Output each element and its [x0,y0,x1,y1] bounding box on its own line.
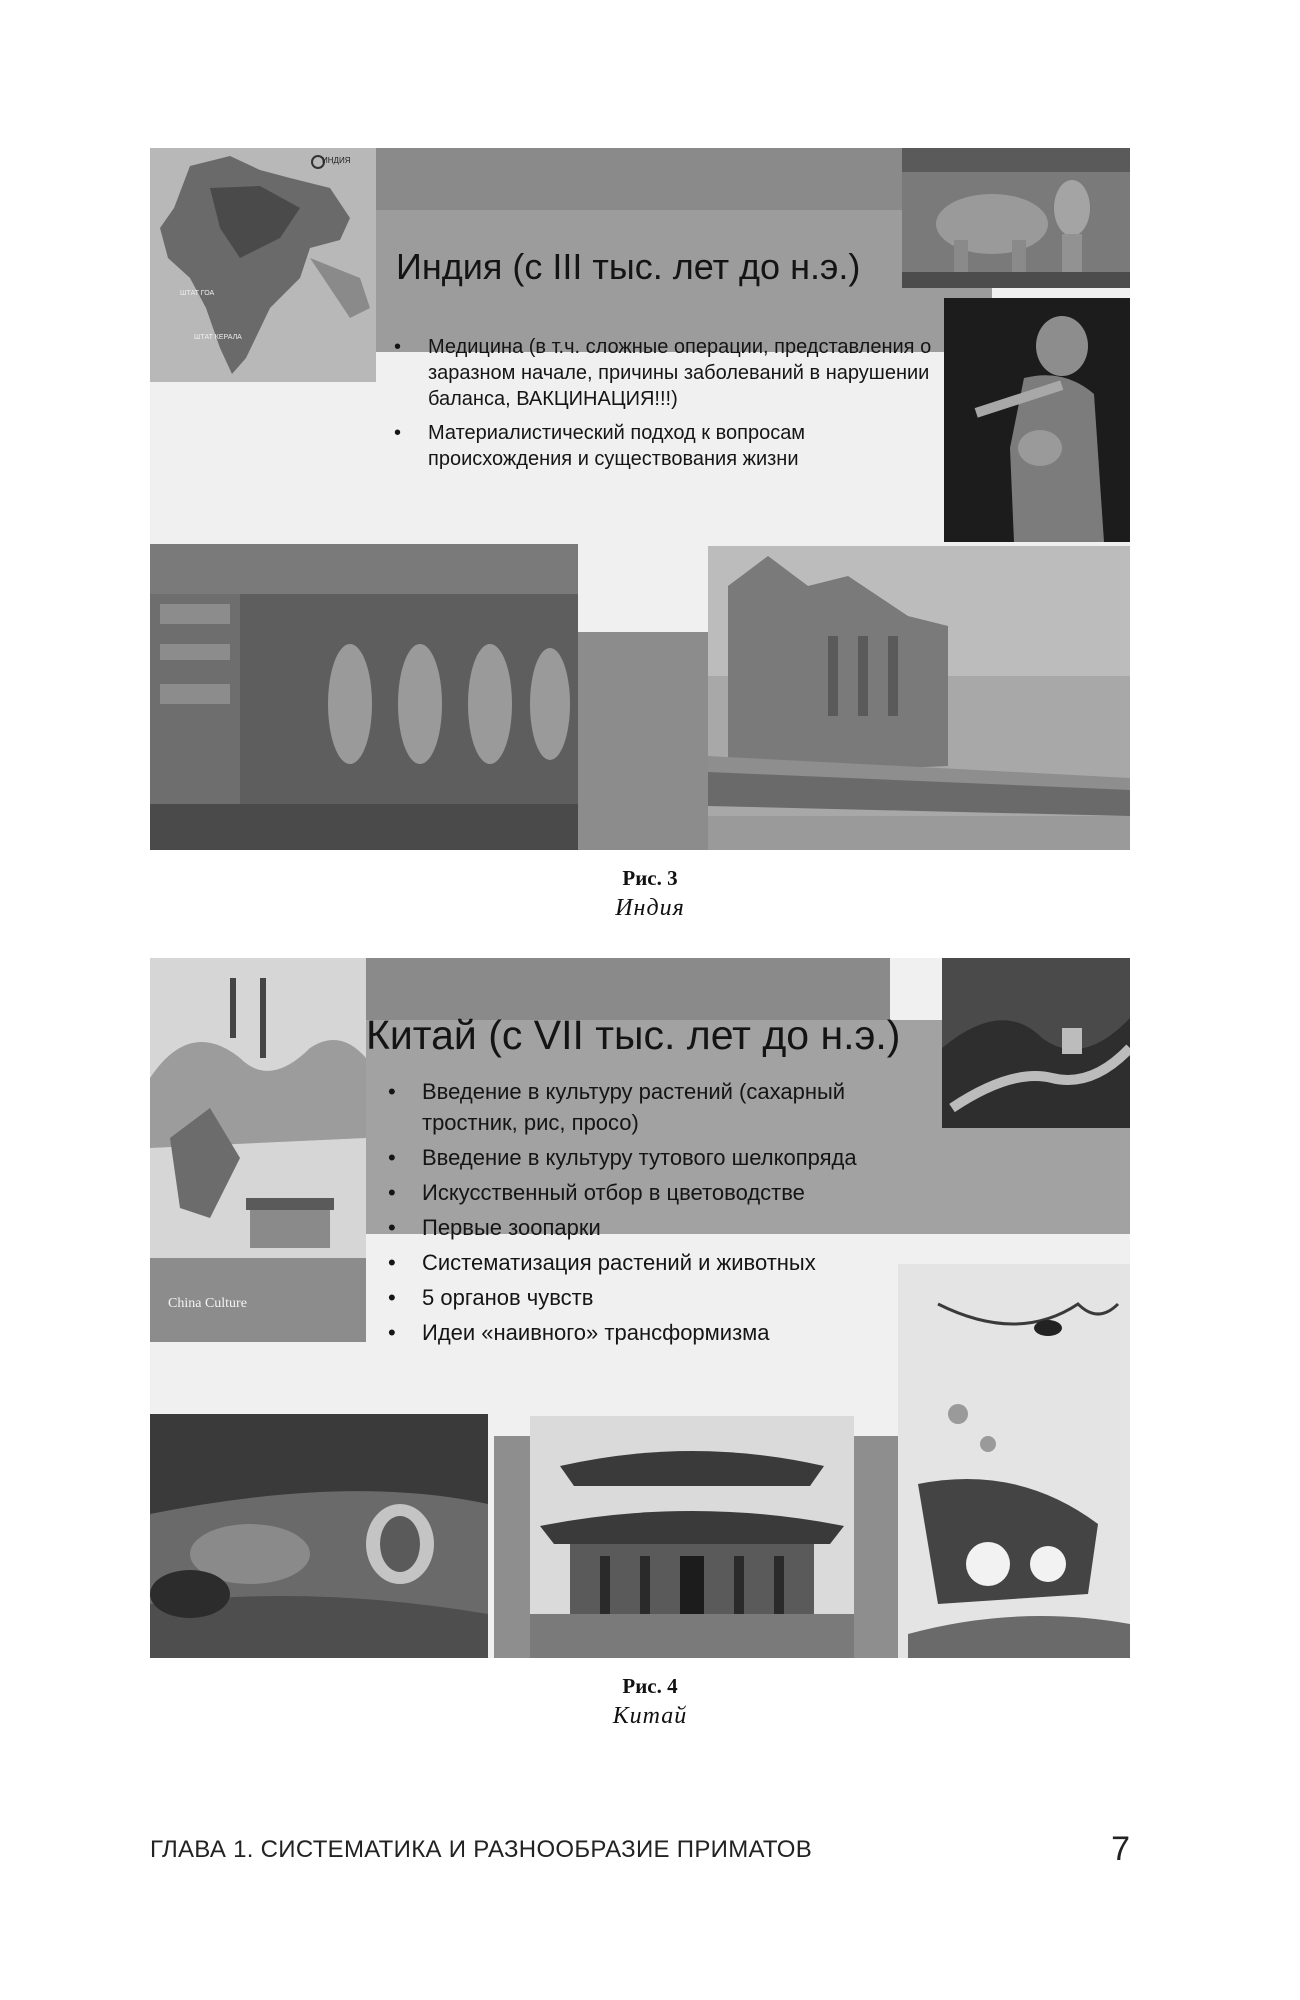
caption-number: Рис. 4 [622,1674,678,1698]
list-item: • 5 органов чувств [388,1285,594,1310]
slide-header-band [372,148,902,210]
map-label-kerala: ШТАТ КЕРАЛА [194,334,242,341]
india-map-image [150,148,376,382]
page-number: 7 [1111,1830,1130,1868]
list-item: • Искусственный отбор в цветоводстве [388,1180,805,1205]
statue-woman-flute-image [944,298,1130,542]
figure-caption [0,1674,1300,1730]
temple-carvings-image [150,544,578,850]
caption-title: Индия [615,895,685,921]
bullet-list [384,1076,904,1348]
map-label-india: ИНДИЯ [322,156,351,165]
chinese-temple-image [530,1416,854,1658]
figure-china-slide [150,958,1130,1658]
list-item: • Материалистический подход к вопросам происхождения и существования жизни [394,422,806,470]
map-label-goa: ШТАТ ГОА [180,290,215,297]
list-item: • Идеи «наивного» трансформизма [388,1320,770,1345]
bird-flowers-painting-image [898,1264,1130,1658]
china-culture-poster-image [150,958,366,1342]
slide-header-band [364,958,890,1020]
great-wall-image [942,958,1130,1128]
slide-title: Индия (с III тыс. лет до н.э.) [396,246,861,287]
list-item: • Введение в культуру растений (сахарный тростник, рис, просо) [388,1079,846,1135]
bullet-list [390,334,940,472]
figure-caption [0,866,1300,922]
caption-number: Рис. 3 [622,866,678,890]
figure-india-slide [150,148,1130,850]
temple-elephants-image [708,546,1130,850]
caption-title: Китай [612,1703,688,1729]
list-item: • Медицина (в т.ч. сложные операции, представления о заразном начале, причины заболеваний в нарушении баланса, ВАКЦИНАЦИЯ!!!) [394,336,932,410]
chinese-garden-image [150,1414,488,1658]
page-footer [150,1830,1130,1868]
chapter-title: ГЛАВА 1. СИСТЕМАТИКА И РАЗНООБРАЗИЕ ПРИМАТОВ [150,1836,813,1863]
list-item: • Систематизация растений и животных [388,1250,816,1275]
stone-relief-elephant-image [902,148,1130,288]
slide-mid-band [578,632,708,850]
list-item: • Введение в культуру тутового шелкопряда [388,1145,857,1170]
poster-text: China Culture [168,1296,247,1311]
list-item: • Первые зоопарки [388,1215,601,1240]
slide-title: Китай (с VII тыс. лет до н.э.) [366,1012,901,1058]
